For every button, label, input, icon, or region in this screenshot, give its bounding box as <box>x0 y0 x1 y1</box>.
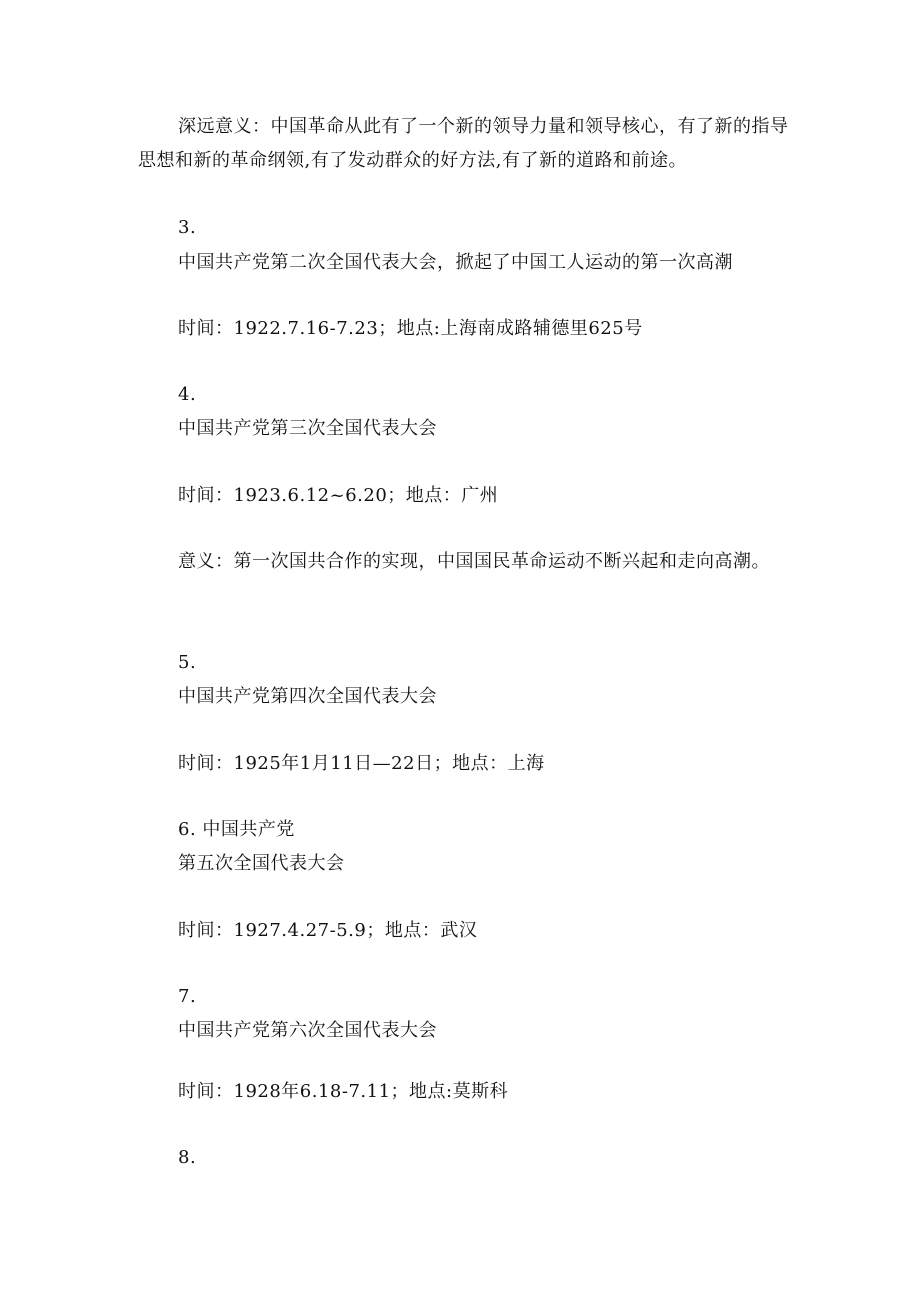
section-4-number: 4. <box>178 384 197 405</box>
section-7-title: 中国共产党第六次全国代表大会 <box>178 1020 437 1041</box>
significance-paragraph: 深远意义：中国革命从此有了一个新的领导力量和领导核心，有了新的指导思想和新的革命纲领,有了发动群众的好方法,有了新的道路和前途。 <box>138 116 789 171</box>
section-3-time-place: 时间：1922.7.16-7.23；地点:上海南成路辅德里625号 <box>178 318 643 339</box>
section-3-title: 中国共产党第二次全国代表大会，掀起了中国工人运动的第一次高潮 <box>178 252 733 273</box>
section-4-time-place: 时间：1923.6.12~6.20；地点：广州 <box>178 485 499 506</box>
section-7-number: 7. <box>178 986 197 1007</box>
section-7-time-place: 时间：1928年6.18-7.11；地点:莫斯科 <box>178 1081 509 1102</box>
section-8-number: 8. <box>178 1147 197 1168</box>
section-4-title: 中国共产党第三次全国代表大会 <box>178 418 437 439</box>
section-5-time-place: 时间：1925年1月11日—22日；地点：上海 <box>178 753 545 774</box>
section-6-title: 第五次全国代表大会 <box>178 853 345 874</box>
section-5-title: 中国共产党第四次全国代表大会 <box>178 686 437 707</box>
section-5-number: 5. <box>178 652 197 673</box>
section-4-meaning: 意义：第一次国共合作的实现，中国国民革命运动不断兴起和走向高潮。 <box>178 551 770 572</box>
section-6-time-place: 时间：1927.4.27-5.9；地点：武汉 <box>178 920 478 941</box>
section-6-number: 6. 中国共产党 <box>178 819 295 840</box>
section-3-number: 3. <box>178 217 197 238</box>
